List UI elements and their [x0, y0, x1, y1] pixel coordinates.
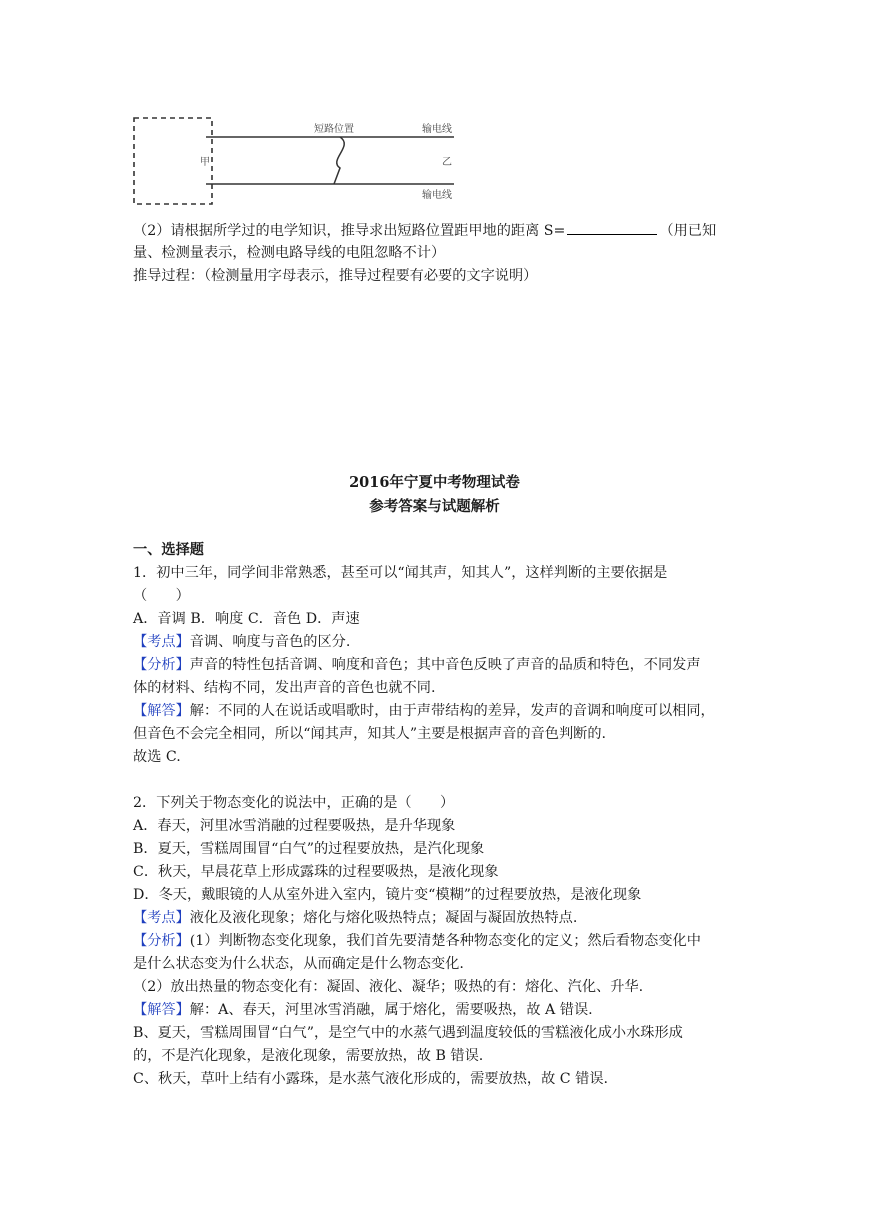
- q2-option-c: C．秋天，早晨花草上形成露珠的过程要吸热，是液化现象: [133, 864, 499, 880]
- short-circuit-link: [334, 137, 344, 184]
- derivation-prompt: 推导过程：（检测量用字母表示，推导过程要有必要的文字说明）: [133, 268, 538, 284]
- q2-option-b: B．夏天，雪糕周围冒“白气”的过程要放热，是汽化现象: [133, 841, 485, 857]
- q1-answer: 故选 C.: [133, 749, 181, 765]
- q2-fenxi-3: （2）放出热量的物态变化有：凝固、液化、凝华；吸热的有：熔化、汽化、升华.: [133, 979, 644, 995]
- q2-stem: 2．下列关于物态变化的说法中，正确的是（ ）: [133, 795, 455, 811]
- q2-jieda-2: B、夏天，雪糕周围冒“白气”，是空气中的水蒸气遇到温度较低的雪糕液化成小水珠形成: [133, 1025, 683, 1041]
- wire-top-label: 输电线: [422, 124, 452, 135]
- short-label: 短路位置: [314, 124, 354, 135]
- q2-jieda-3: 的，不是汽化现象，是液化现象，需要放热，故 B 错误.: [133, 1048, 484, 1064]
- circuit-diagram: [128, 110, 468, 210]
- label-jia: 甲: [200, 157, 210, 168]
- q1-options: A．音调 B．响度 C．音色 D．声速: [133, 611, 360, 627]
- q1-fenxi-1: 【分析】声音的特性包括音调、响度和音色；其中音色反映了声音的品质和特色，不同发声: [133, 657, 701, 673]
- section-heading: 一、选择题: [133, 542, 204, 558]
- wire-bottom-label: 输电线: [422, 190, 452, 201]
- q2-option-d: D．冬天，戴眼镜的人从室外进入室内，镜片变“模糊”的过程要放热，是液化现象: [133, 887, 642, 903]
- answer-blank[interactable]: [567, 220, 657, 235]
- q2-part2-line2: 量、检测量表示，检测电路导线的电阻忽略不计）: [133, 245, 446, 261]
- q2-jieda-1: 【解答】解：A、春天，河里冰雪消融，属于熔化，需要吸热，故 A 错误.: [133, 1002, 593, 1018]
- page-subtitle: 参考答案与试题解析: [369, 498, 500, 515]
- q1-jieda-2: 但音色不会完全相同，所以“闻其声，知其人”主要是根据声音的音色判断的.: [133, 726, 607, 742]
- q2-option-a: A．春天，河里冰雪消融的过程要吸热，是升华现象: [133, 818, 456, 834]
- q1-kaodian: 【考点】音调、响度与音色的区分.: [133, 634, 351, 650]
- q2-kaodian: 【考点】液化及液化现象；熔化与熔化吸热特点；凝固与凝固放热特点.: [133, 910, 578, 926]
- q1-stem-1: 1．初中三年，同学间非常熟悉，甚至可以“闻其声，知其人”，这样判断的主要依据是: [133, 565, 668, 581]
- q2-part2-line1: （2）请根据所学过的电学知识，推导求出短路位置距甲地的距离 S= （用已知: [133, 220, 716, 241]
- label-yi: 乙: [442, 157, 452, 168]
- page-title: 2016年宁夏中考物理试卷: [349, 474, 520, 491]
- q1-stem-2: （ ）: [133, 588, 190, 604]
- q1-fenxi-2: 体的材料、结构不同，发出声音的音色也就不同.: [133, 680, 436, 696]
- q2-fenxi-1: 【分析】(1）判断物态变化现象，我们首先要清楚各种物态变化的定义；然后看物态变化中: [133, 933, 701, 949]
- q2-fenxi-2: 是什么状态变为什么状态，从而确定是什么物态变化.: [133, 956, 464, 972]
- q2-jieda-4: C、秋天，草叶上结有小露珠，是水蒸气液化形成的，需要放热，故 C 错误.: [133, 1071, 609, 1087]
- q1-jieda-1: 【解答】解：不同的人在说话或唱歌时，由于声带结构的差异，发声的音调和响度可以相同，: [133, 703, 715, 719]
